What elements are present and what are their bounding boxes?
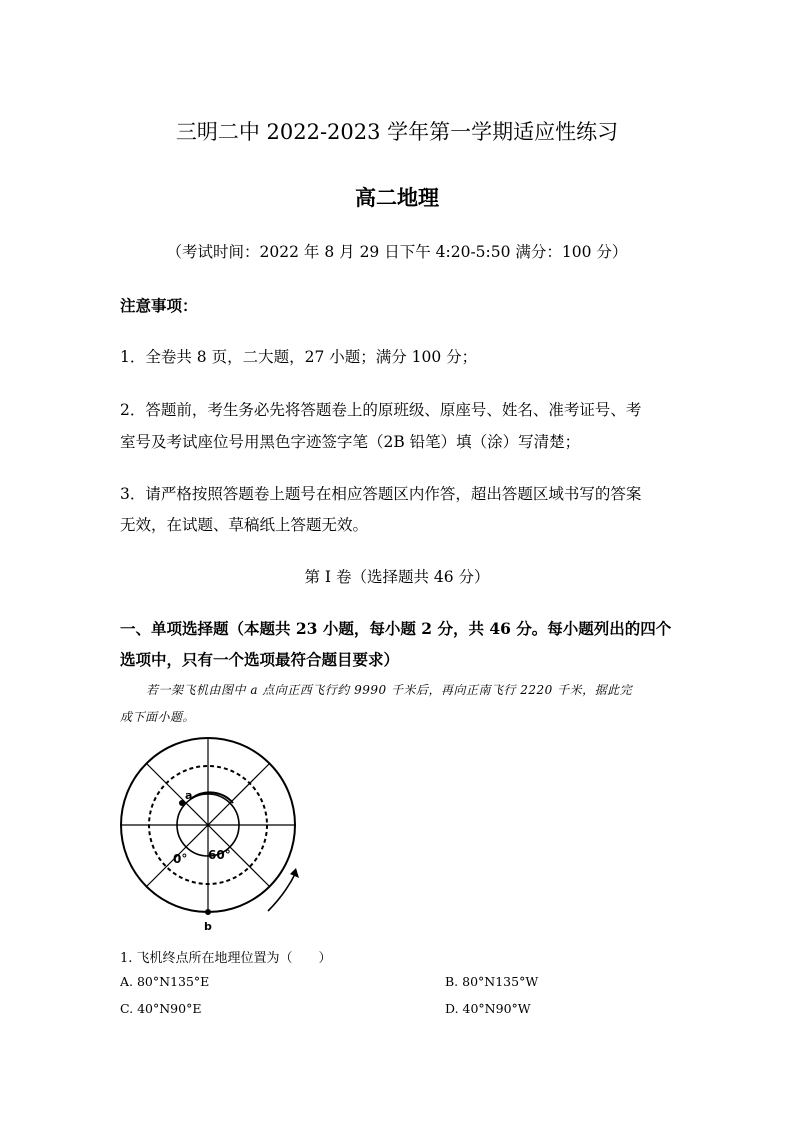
polar-projection-diagram	[118, 735, 300, 935]
label-60-degree: 60°	[208, 848, 231, 862]
section-heading-line-2: 选项中，只有一个选项最符合题目要求）	[120, 650, 400, 669]
question-intro-line-1: 若一架飞机由图中 a 点向正西飞行约 9990 千米后，再向正南飞行 2220 千米，据此完	[146, 683, 633, 697]
section-heading-line-1: 一、单项选择题（本题共 23 小题，每小题 2 分，共 46 分。每小题列出的四个	[120, 619, 672, 638]
notice-item-2-line-2: 室号及考试座位号用黑色字迹签字笔（2B 铅笔）填（涂）写清楚；	[120, 433, 581, 451]
point-b-dot	[205, 909, 211, 915]
notice-item-3-line-2: 无效，在试题、草稿纸上答题无效。	[120, 516, 369, 534]
question-1-option-d: D. 40°N90°W	[445, 1001, 531, 1016]
polar-projection-figure	[118, 735, 300, 935]
notice-item-2-line-1: 2．答题前，考生务必先将答题卷上的原班级、原座号、姓名、准考证号、考	[120, 401, 642, 419]
question-1-option-c: C. 40°N90°E	[120, 1001, 202, 1016]
label-a: a	[185, 789, 193, 802]
document-title: 三明二中 2022-2023 学年第一学期适应性练习	[175, 120, 619, 144]
part-1-title: 第 I 卷（选择题共 46 分）	[304, 568, 490, 586]
subject-title: 高二地理	[355, 185, 439, 210]
question-1-stem: 1. 飞机终点所在地理位置为（ ）	[120, 951, 332, 966]
question-1-option-a: A. 80°N135°E	[120, 974, 210, 989]
question-intro-line-2: 成下面小题。	[120, 710, 196, 724]
notice-item-3-line-1: 3．请严格按照答题卷上题号在相应答题区内作答，超出答题区域书写的答案	[120, 485, 642, 503]
question-1-option-b: B. 80°N135°W	[445, 974, 539, 989]
rotation-arrow-icon	[268, 872, 296, 911]
notice-title: 注意事项：	[120, 296, 198, 315]
notice-item-1: 1．全卷共 8 页，二大题，27 小题；满分 100 分；	[120, 348, 478, 366]
exam-info: （考试时间：2022 年 8 月 29 日下午 4:20-5:50 满分：100 分）	[166, 243, 628, 261]
label-b: b	[204, 920, 212, 933]
label-0-degree: 0°	[173, 852, 188, 866]
